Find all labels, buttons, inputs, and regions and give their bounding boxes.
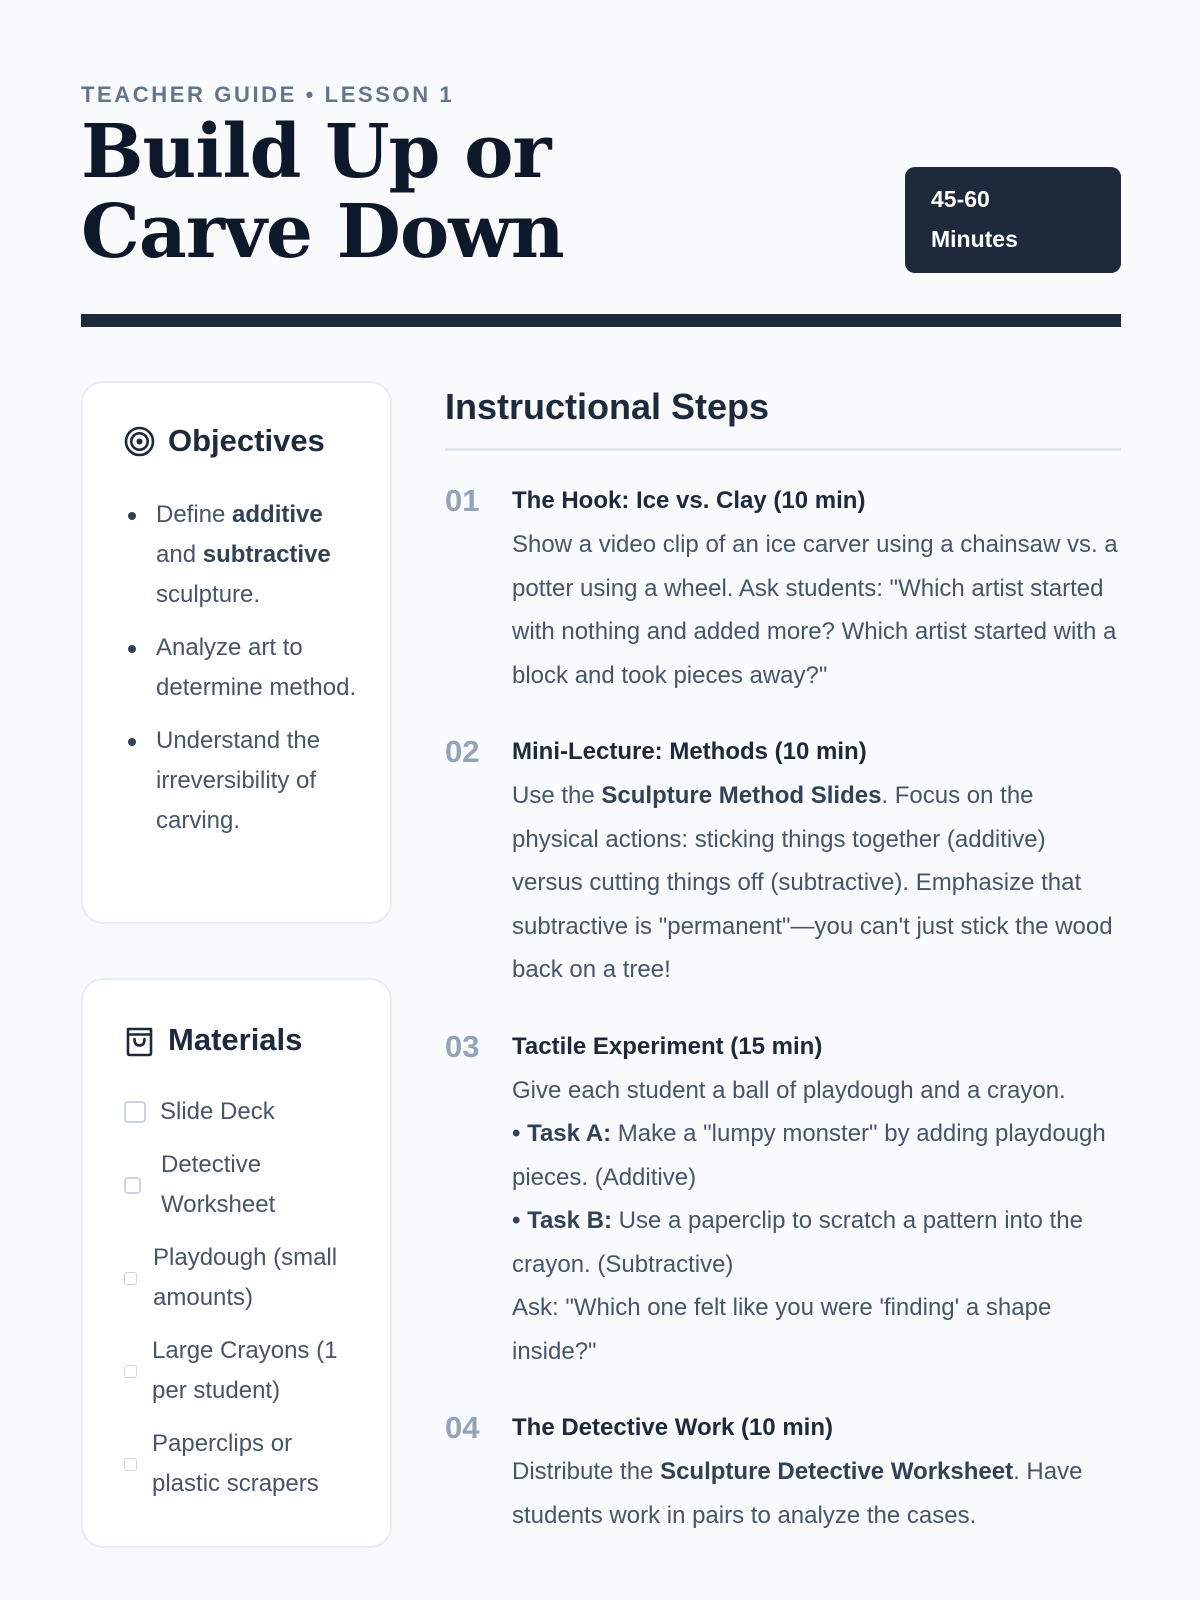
step-body bbox=[512, 1069, 1121, 1374]
material-label: Slide Deck bbox=[160, 1098, 275, 1125]
objectives-header bbox=[124, 423, 325, 459]
step-title: The Hook: Ice vs. Clay (10 min) bbox=[512, 487, 866, 514]
step-title: The Detective Work (10 min) bbox=[512, 1414, 833, 1441]
step-text: Use the bbox=[512, 782, 602, 809]
material-label: Playdough (small amounts) bbox=[153, 1244, 338, 1311]
materials-list bbox=[124, 1092, 364, 1517]
material-checkbox[interactable] bbox=[124, 1365, 137, 1378]
objective-text: and bbox=[156, 541, 203, 568]
material-item bbox=[124, 1238, 364, 1318]
step-body bbox=[512, 774, 1121, 992]
instructional-steps bbox=[445, 382, 1121, 1537]
worksheet-reference: Sculpture Detective Worksheet bbox=[660, 1458, 1014, 1485]
eyebrow-label: TEACHER GUIDE • LESSON 1 bbox=[81, 82, 455, 107]
step-title: Mini-Lecture: Methods (10 min) bbox=[512, 738, 867, 765]
step-item bbox=[445, 481, 1121, 697]
target-icon bbox=[124, 426, 155, 457]
step-body: Show a video clip of an ice carver using a chainsaw vs. a potter using a wheel. Ask students: "Which artist started with nothing and added more? Which artist started with a block and took pieces away?" bbox=[512, 531, 1118, 689]
material-item bbox=[124, 1092, 364, 1132]
task-b-text: Use a paperclip to scratch a pattern into the crayon. (Subtractive) bbox=[512, 1207, 1083, 1278]
objectives-list bbox=[123, 495, 359, 854]
task-b-label: • Task B: bbox=[512, 1207, 612, 1234]
objective-text: Define bbox=[156, 501, 233, 528]
task-a bbox=[512, 1112, 1121, 1199]
material-checkbox[interactable] bbox=[124, 1177, 141, 1194]
duration-unit: Minutes bbox=[931, 226, 1018, 252]
material-label: Paperclips or plastic scrapers bbox=[152, 1430, 319, 1497]
materials-card bbox=[81, 978, 392, 1548]
lesson-page bbox=[81, 0, 1121, 1600]
objective-item: Analyze art to determine method. bbox=[123, 628, 359, 708]
material-label: Detective Worksheet bbox=[161, 1151, 276, 1218]
objective-term-additive: additive bbox=[232, 501, 323, 528]
task-b bbox=[512, 1199, 1121, 1286]
task-a-text: Make a "lumpy monster" by adding playdough pieces. (Additive) bbox=[512, 1120, 1106, 1191]
objectives-title: Objectives bbox=[168, 423, 325, 458]
objective-term-subtractive: subtractive bbox=[202, 541, 331, 568]
duration-badge bbox=[905, 167, 1121, 273]
material-checkbox[interactable] bbox=[124, 1101, 146, 1123]
step-text: . Focus on the physical actions: sticking things together (additive) versus cutting things off (subtractive). Emphasize that subtractive is "permanent"—you can't just stick the wood back on a tree! bbox=[512, 782, 1113, 983]
material-item bbox=[124, 1145, 364, 1225]
step-number: 02 bbox=[445, 734, 480, 769]
material-checkbox[interactable] bbox=[124, 1458, 137, 1471]
step-title: Tactile Experiment (15 min) bbox=[512, 1032, 823, 1060]
step-text: . Have students work in pairs to analyze the cases. bbox=[512, 1458, 1083, 1529]
step-item bbox=[445, 1408, 1121, 1537]
objectives-card bbox=[81, 381, 392, 924]
material-item bbox=[124, 1424, 364, 1504]
bag-icon bbox=[124, 1024, 155, 1057]
steps-heading: Instructional Steps bbox=[445, 382, 1121, 451]
page-title: Build Up or Carve Down bbox=[81, 109, 564, 275]
material-item bbox=[124, 1331, 364, 1411]
slides-reference: Sculpture Method Slides bbox=[601, 782, 882, 809]
step-question: Ask: "Which one felt like you were 'finding' a shape inside?" bbox=[512, 1294, 1052, 1365]
step-item bbox=[445, 732, 1121, 992]
objective-item bbox=[123, 495, 359, 615]
material-checkbox[interactable] bbox=[124, 1272, 137, 1285]
material-label: Large Crayons (1 per student) bbox=[152, 1337, 338, 1404]
step-text: Distribute the bbox=[512, 1458, 661, 1485]
step-intro: Give each student a ball of playdough and a crayon. bbox=[512, 1076, 1066, 1104]
objective-text: sculpture. bbox=[156, 581, 261, 608]
step-number: 03 bbox=[445, 1028, 480, 1064]
step-body bbox=[512, 1450, 1121, 1537]
step-number: 01 bbox=[445, 483, 480, 518]
objective-item: Understand the irreversibility of carving. bbox=[123, 721, 359, 841]
task-a-label: • Task A: bbox=[512, 1120, 612, 1147]
materials-title: Materials bbox=[168, 1022, 303, 1057]
materials-header bbox=[124, 1022, 302, 1058]
step-number: 04 bbox=[445, 1410, 480, 1445]
duration-value: 45-60 bbox=[931, 186, 990, 212]
step-item bbox=[445, 1027, 1121, 1374]
header-divider bbox=[81, 314, 1121, 327]
